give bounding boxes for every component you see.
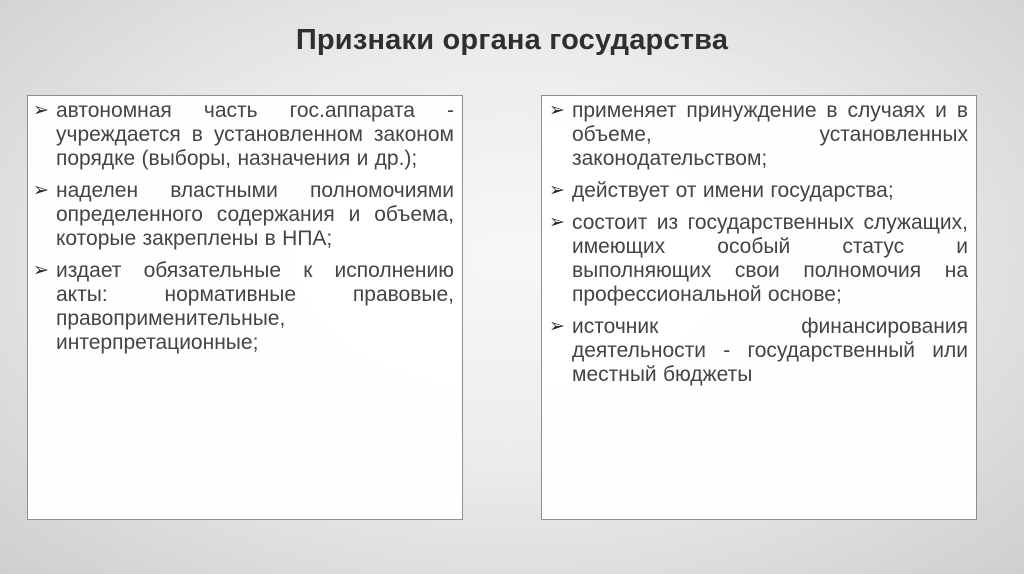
- left-list-item-2: [33, 179, 454, 251]
- left-list-item-3: [33, 259, 454, 355]
- arrow-check-bullet-icon: ➢: [33, 260, 49, 281]
- right-list-item-3: [549, 211, 968, 307]
- arrow-check-bullet-icon: ➢: [549, 212, 565, 233]
- arrow-check-bullet-icon: ➢: [549, 180, 565, 201]
- arrow-check-bullet-icon: ➢: [33, 180, 49, 201]
- right-item-text-4: источник финансирования деятельности - государственный или местный бюджеты: [572, 315, 968, 386]
- right-item-text-3: состоит из государственных служащих, имеющих особый статус и выполняющих свои полномочия на профессиональной основе;: [572, 211, 968, 306]
- right-item-text-1: применяет принуждение в случаях и в объеме, установленных законодательством;: [572, 99, 968, 170]
- arrow-check-bullet-icon: ➢: [549, 100, 565, 121]
- right-list-item-1: [549, 99, 968, 171]
- left-item-text-2: наделен властными полномочиями определенного содержания и объема, которые закреплены в НПА;: [56, 179, 454, 250]
- right-criteria-panel: [541, 95, 977, 520]
- left-item-text-3: издает обязательные к исполнению акты: нормативные правовые, правоприменительные, интерпретационные;: [56, 259, 454, 354]
- right-item-text-2: действует от имени государства;: [572, 179, 894, 202]
- left-list-item-1: [33, 99, 454, 171]
- arrow-check-bullet-icon: ➢: [549, 316, 565, 337]
- right-list-item-4: [549, 315, 968, 387]
- right-list-item-2: [549, 179, 968, 203]
- left-item-text-1: автономная часть гос.аппарата - учреждается в установленном законом порядке (выборы, назначения и др.);: [56, 99, 454, 170]
- slide-title: Признаки органа государства: [295, 24, 729, 56]
- arrow-check-bullet-icon: ➢: [33, 100, 49, 121]
- left-criteria-panel: [27, 95, 463, 520]
